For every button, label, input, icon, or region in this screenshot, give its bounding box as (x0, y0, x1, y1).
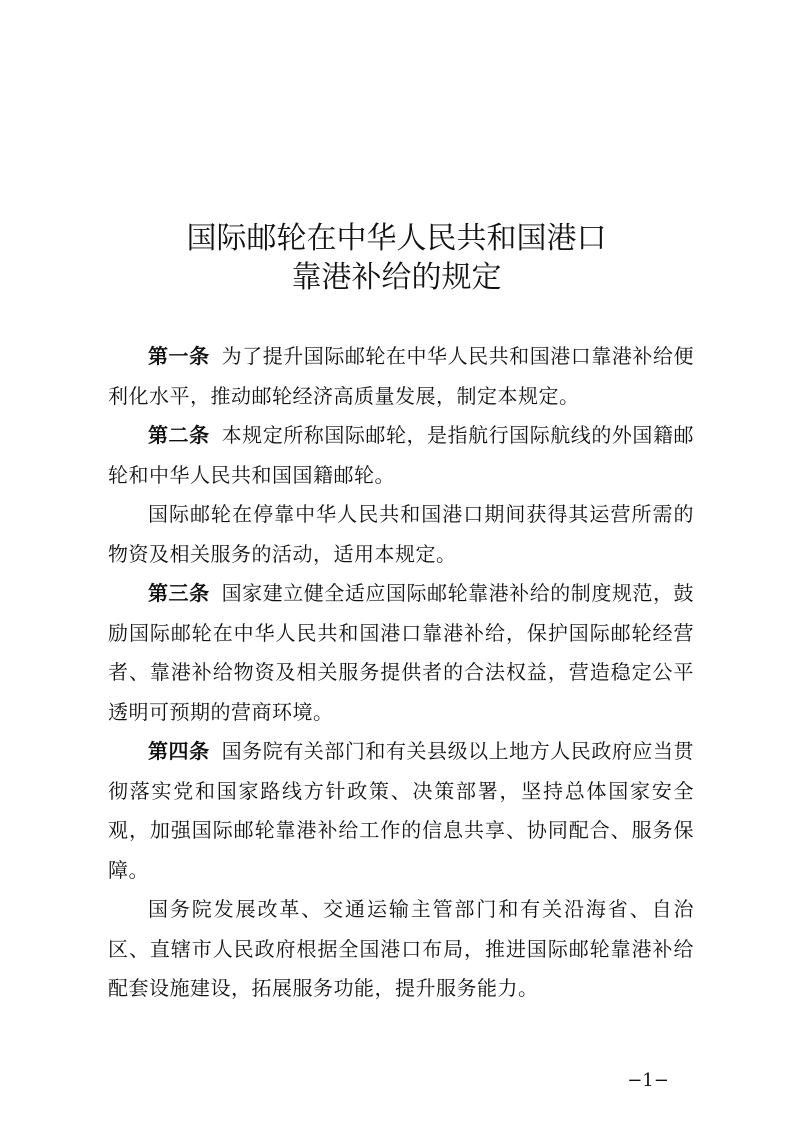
paragraph-4 (108, 574, 694, 732)
paragraph-text: 国际邮轮在停靠中华人民共和国港口期间获得其运营所需的物资及相关服务的活动，适用本规定。 (108, 502, 694, 566)
paragraph-3 (108, 495, 694, 574)
paragraph-text: 国家建立健全适应国际邮轮靠港补给的制度规范，鼓励国际邮轮在中华人民共和国港口靠港补给，保护国际邮轮经营者、靠港补给物资及相关服务提供者的合法权益，营造稳定公平透明可预期的营商环境。 (108, 581, 695, 724)
paragraph-text: 本规定所称国际邮轮，是指航行国际航线的外国籍邮轮和中华人民共和国国籍邮轮。 (108, 423, 695, 487)
paragraph-2 (108, 416, 694, 495)
document-body (108, 337, 694, 1009)
document-title-line-1: 国际邮轮在中华人民共和国港口 (186, 221, 607, 256)
paragraph-text: 为了提升国际邮轮在中华人民共和国港口靠港补给便利化水平，推动邮轮经济高质量发展，制定本规定。 (108, 344, 695, 408)
article-label: 第一条 (148, 344, 210, 368)
paragraph-6 (108, 890, 694, 1009)
paragraph-text: 国务院发展改革、交通运输主管部门和有关沿海省、自治区、直辖市人民政府根据全国港口布局，推进国际邮轮靠港补给配套设施建设，拓展服务功能，提升服务能力。 (108, 897, 694, 1000)
page-number: −1− (627, 1070, 669, 1091)
article-label: 第二条 (148, 423, 210, 447)
article-label: 第三条 (148, 581, 210, 605)
paragraph-1 (108, 337, 694, 416)
paragraph-5 (108, 732, 694, 890)
document-title-line-2: 靠港补给的规定 (291, 260, 502, 295)
paragraph-text: 国务院有关部门和有关县级以上地方人民政府应当贯彻落实党和国家路线方针政策、决策部署，坚持总体国家安全观，加强国际邮轮靠港补给工作的信息共享、协同配合、服务保障。 (108, 739, 695, 882)
article-label: 第四条 (148, 739, 210, 763)
